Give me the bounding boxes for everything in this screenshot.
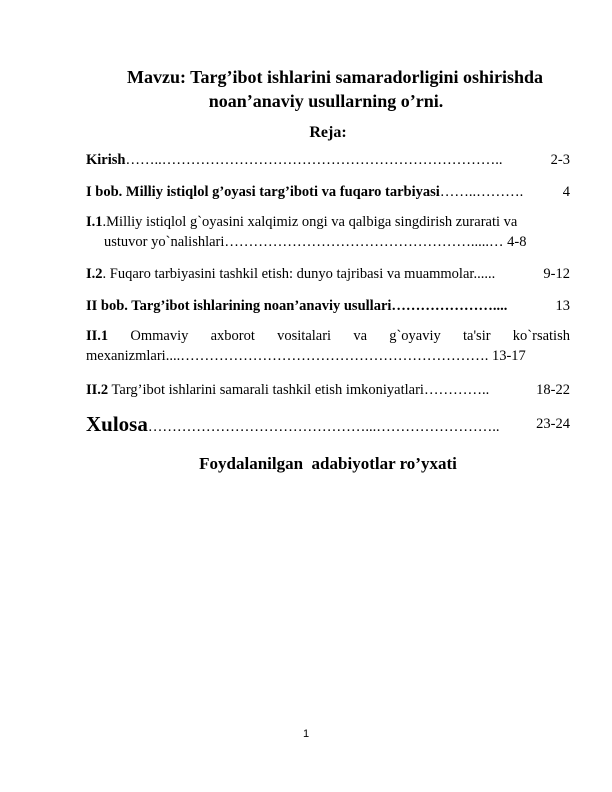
toc-dots: …………………………………………….....… <box>224 234 504 250</box>
toc-item-kirish <box>86 150 570 170</box>
toc-label: Targ’ibot ishlarini samarali tashkil etish imkoniyatlari <box>108 382 424 398</box>
references-heading: Foydalanilgan adabiyotlar ro’yxati <box>199 454 457 473</box>
toc-section-number: I.2 <box>86 266 103 282</box>
toc-dots: ………………….... <box>391 298 508 314</box>
toc-item-chapter-1 <box>86 182 570 202</box>
toc-label: II bob. Targ’ibot ishlarining noan’anaviy usullari <box>86 298 392 314</box>
toc-item-section-2-2 <box>86 380 570 400</box>
toc-item-section-2-1 <box>86 326 570 366</box>
toc-dots: ……..…………………………………………………………….. <box>125 152 503 168</box>
toc-page: 9-12 <box>543 266 570 282</box>
toc-page: 2-3 <box>550 152 570 168</box>
page-number: 1 <box>302 728 310 740</box>
toc-item-conclusion <box>86 410 570 438</box>
toc-word: va <box>353 328 367 344</box>
toc-label-continued: mexanizmlari <box>86 348 166 364</box>
plan-heading: Reja: <box>309 124 347 141</box>
toc-word: ko`rsatish <box>512 328 570 344</box>
toc-word: axborot <box>210 328 255 344</box>
toc-label: Xulosa <box>86 412 148 436</box>
toc-label: .Milliy istiqlol g`oyasini xalqimiz ongi va qalbiga singdirish zurarati va <box>102 214 518 230</box>
toc-page: 4-8 <box>507 234 527 250</box>
toc-section-number: I.1 <box>86 214 103 230</box>
toc-label: I bob. Milliy istiqlol g’oyasi targ’iboti va fuqaro tarbiyasi <box>86 184 440 200</box>
document-title-line-2: noan’anaviy usullarning o’rni. <box>208 91 444 111</box>
toc-page: 23-24 <box>535 410 570 438</box>
toc-line <box>86 232 570 252</box>
toc-section-number: II.2 <box>86 382 109 398</box>
toc-line <box>86 346 570 366</box>
toc-label-continued: ustuvor yo`nalishlari <box>104 234 225 250</box>
toc-word: g`oyaviy <box>389 328 441 344</box>
toc-dots: ………….. <box>423 382 490 398</box>
toc-page: 13 <box>555 298 570 314</box>
toc-page: 13-17 <box>491 348 526 364</box>
toc-word: ta'sir <box>462 328 491 344</box>
toc-page: 4 <box>562 184 570 200</box>
toc-word: vositalari <box>277 328 332 344</box>
toc-word: Ommaviy <box>130 328 189 344</box>
toc-item-section-1-1 <box>86 212 570 252</box>
toc-section-number: II.1 <box>86 328 109 344</box>
toc-item-chapter-2 <box>86 296 570 316</box>
toc-dots: ....………………………………………………………. <box>165 348 489 364</box>
toc-label: Kirish <box>86 152 126 168</box>
toc-dots: ...... <box>473 266 496 282</box>
toc-item-section-1-2 <box>86 264 570 284</box>
toc-line <box>86 326 570 346</box>
toc-dots: ………………………………………...…………………….. <box>147 419 500 435</box>
toc-dots: ……..………. <box>439 184 524 200</box>
toc-label: . Fuqaro tarbiyasini tashkil etish: dunyo tajribasi va muammolar <box>102 266 474 282</box>
toc-line <box>86 212 570 232</box>
toc-page: 18-22 <box>536 382 570 398</box>
document-title-line-1: Mavzu: Targ’ibot ishlarini samaradorligini oshirishda <box>126 67 544 87</box>
